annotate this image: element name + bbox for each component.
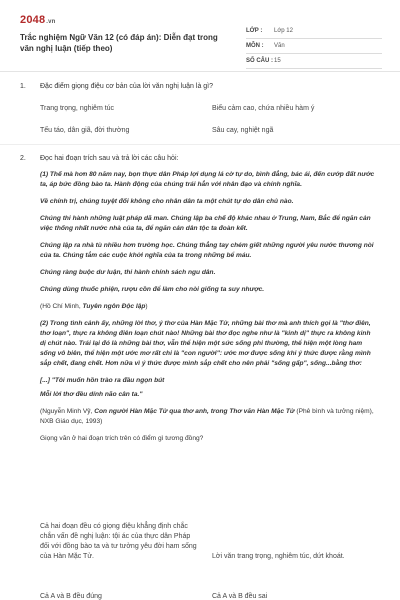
source-text: (Phê bình và tưởng niệm), NXB Giáo dục, 1993) xyxy=(40,408,374,425)
meta-value: Văn xyxy=(274,43,285,49)
option-d[interactable]: Cả A và B đều sai xyxy=(212,593,268,600)
option-a[interactable]: Cả hai đoạn đều có giọng điệu khẳng định chắc chắn vấn đề nghị luận: tội ác của thực dân Pháp đối với đồng bào ta và tư tưởng yêu đời ham sống của Hàn Mặc Tử. xyxy=(40,523,197,560)
sub-question: Giọng văn ở hai đoạn trích trên có điểm gì tương đồng? xyxy=(40,435,204,442)
question-text: Đặc điểm giọng điệu cơ bản của lời văn nghị luận là gì? xyxy=(40,83,214,90)
logo-suffix: .vn xyxy=(46,19,56,25)
passage-paragraph: Chúng thi hành những luật pháp dã man. Chúng lập ba chế độ khác nhau ở Trung, Nam, Bắc để ngăn cản việc thống nhất nước nhà của ta, để ngăn cản dân tộc ta đoàn kết. xyxy=(40,215,371,232)
passage-paragraph: Chúng dùng thuốc phiện, rượu cồn để làm cho nòi giống ta suy nhược. xyxy=(40,286,265,293)
question-number: 1. xyxy=(20,83,26,90)
passage-paragraph: (1) Thế mà hơn 80 năm nay, bọn thực dân Pháp lợi dụng lá cờ tự do, bình đẳng, bác ái, đến cướp đất nước ta, áp bức đồng bào ta. Hành động của chúng trái hẳn với nhân đạo và chính nghĩa. xyxy=(40,171,375,188)
option-c[interactable]: Cả A và B đều đúng xyxy=(40,593,102,600)
option-c[interactable]: Tếu táo, dân giã, đời thường xyxy=(40,127,130,134)
question-2-head xyxy=(20,154,382,164)
option-b[interactable]: Lời văn trang trọng, nghiêm túc, dứt khoát. xyxy=(212,553,345,560)
source-text: (Hồ Chí Minh, xyxy=(40,303,83,310)
verse-line: [...] "Tôi muốn hồn trào ra đầu ngọn bút xyxy=(40,377,165,384)
passage-source xyxy=(40,407,375,427)
option-a[interactable]: Trang trọng, nghiêm túc xyxy=(40,105,115,112)
source-text: ) xyxy=(145,303,148,310)
header-divider xyxy=(0,71,400,72)
question-1-head xyxy=(20,82,382,92)
reading-passage xyxy=(40,170,375,451)
meta-row-count xyxy=(246,54,382,69)
passage-paragraph: Chúng ràng buộc dư luận, thi hành chính sách ngu dân. xyxy=(40,269,216,276)
passage-paragraph: Chúng lập ra nhà tù nhiều hơn trường học. Chúng thẳng tay chém giết những người yêu nước thương nòi của ta. Chúng tắm các cuộc khởi nghĩa của ta trong những bể máu. xyxy=(40,242,374,259)
question-number: 2. xyxy=(20,155,26,162)
document-title: Trắc nghiệm Ngữ Văn 12 (có đáp án): Diễn đạt trong văn nghị luận (tiếp theo) xyxy=(20,33,218,53)
source-title: Con người Hàn Mặc Tử qua thơ anh, trong Thơ văn Hàn Mặc Tử xyxy=(94,408,295,415)
passage-source xyxy=(40,302,375,312)
option-d[interactable]: Sâu cay, nghiệt ngã xyxy=(212,127,274,134)
passage-paragraph: (2) Trong tình cảnh ấy, những lời thơ, ý thơ của Hàn Mặc Tử, những bài thơ mà anh thích gọi là "thơ điên, thơ loạn", thực ra không điên loạn chút nào! Những bài thơ đọc nghe như là "kinh dị" thực ra không kinh dị chút nào. Trái lại đó là những bài thơ, vẫn thể hiện một sức sống phi thường, thể hiện một lòng ham sống vô biên, thể hiện một ước mơ rất chi là "con người": ước mơ được sống khi ý thức được rằng mình sắp chết, đang chết. Hơn nữa vì ý thức được mình sắp chết cho nên phải "sống gấp", sống...bằng thơ: xyxy=(40,320,371,367)
passage-paragraph: Về chính trị, chúng tuyệt đối không cho nhân dân ta một chút tự do dân chủ nào. xyxy=(40,198,294,205)
meta-value: Lớp 12 xyxy=(274,28,293,34)
question-text: Đọc hai đoạn trích sau và trả lời các câu hỏi: xyxy=(40,155,179,162)
meta-key: MÔN : xyxy=(246,43,264,49)
meta-row-subject xyxy=(246,39,382,54)
meta-value: 15 xyxy=(274,58,281,64)
logo-text: 2048 xyxy=(20,14,46,26)
source-title: Tuyên ngôn Độc lập xyxy=(82,303,146,310)
meta-key: SỐ CÂU : xyxy=(246,58,273,64)
meta-row-class xyxy=(246,24,382,39)
verse-line: Mỗi lời thơ đều dính não cân ta." xyxy=(40,391,143,398)
source-text: (Nguyễn Minh Vỹ, xyxy=(40,408,95,415)
document-meta xyxy=(246,24,382,69)
site-logo[interactable] xyxy=(20,14,56,26)
document-header xyxy=(20,14,382,68)
question-2 xyxy=(20,154,382,164)
meta-key: LỚP : xyxy=(246,28,263,34)
question-1 xyxy=(20,82,382,92)
option-b[interactable]: Biểu cảm cao, chứa nhiều hàm ý xyxy=(212,105,315,112)
question-divider xyxy=(0,144,400,145)
